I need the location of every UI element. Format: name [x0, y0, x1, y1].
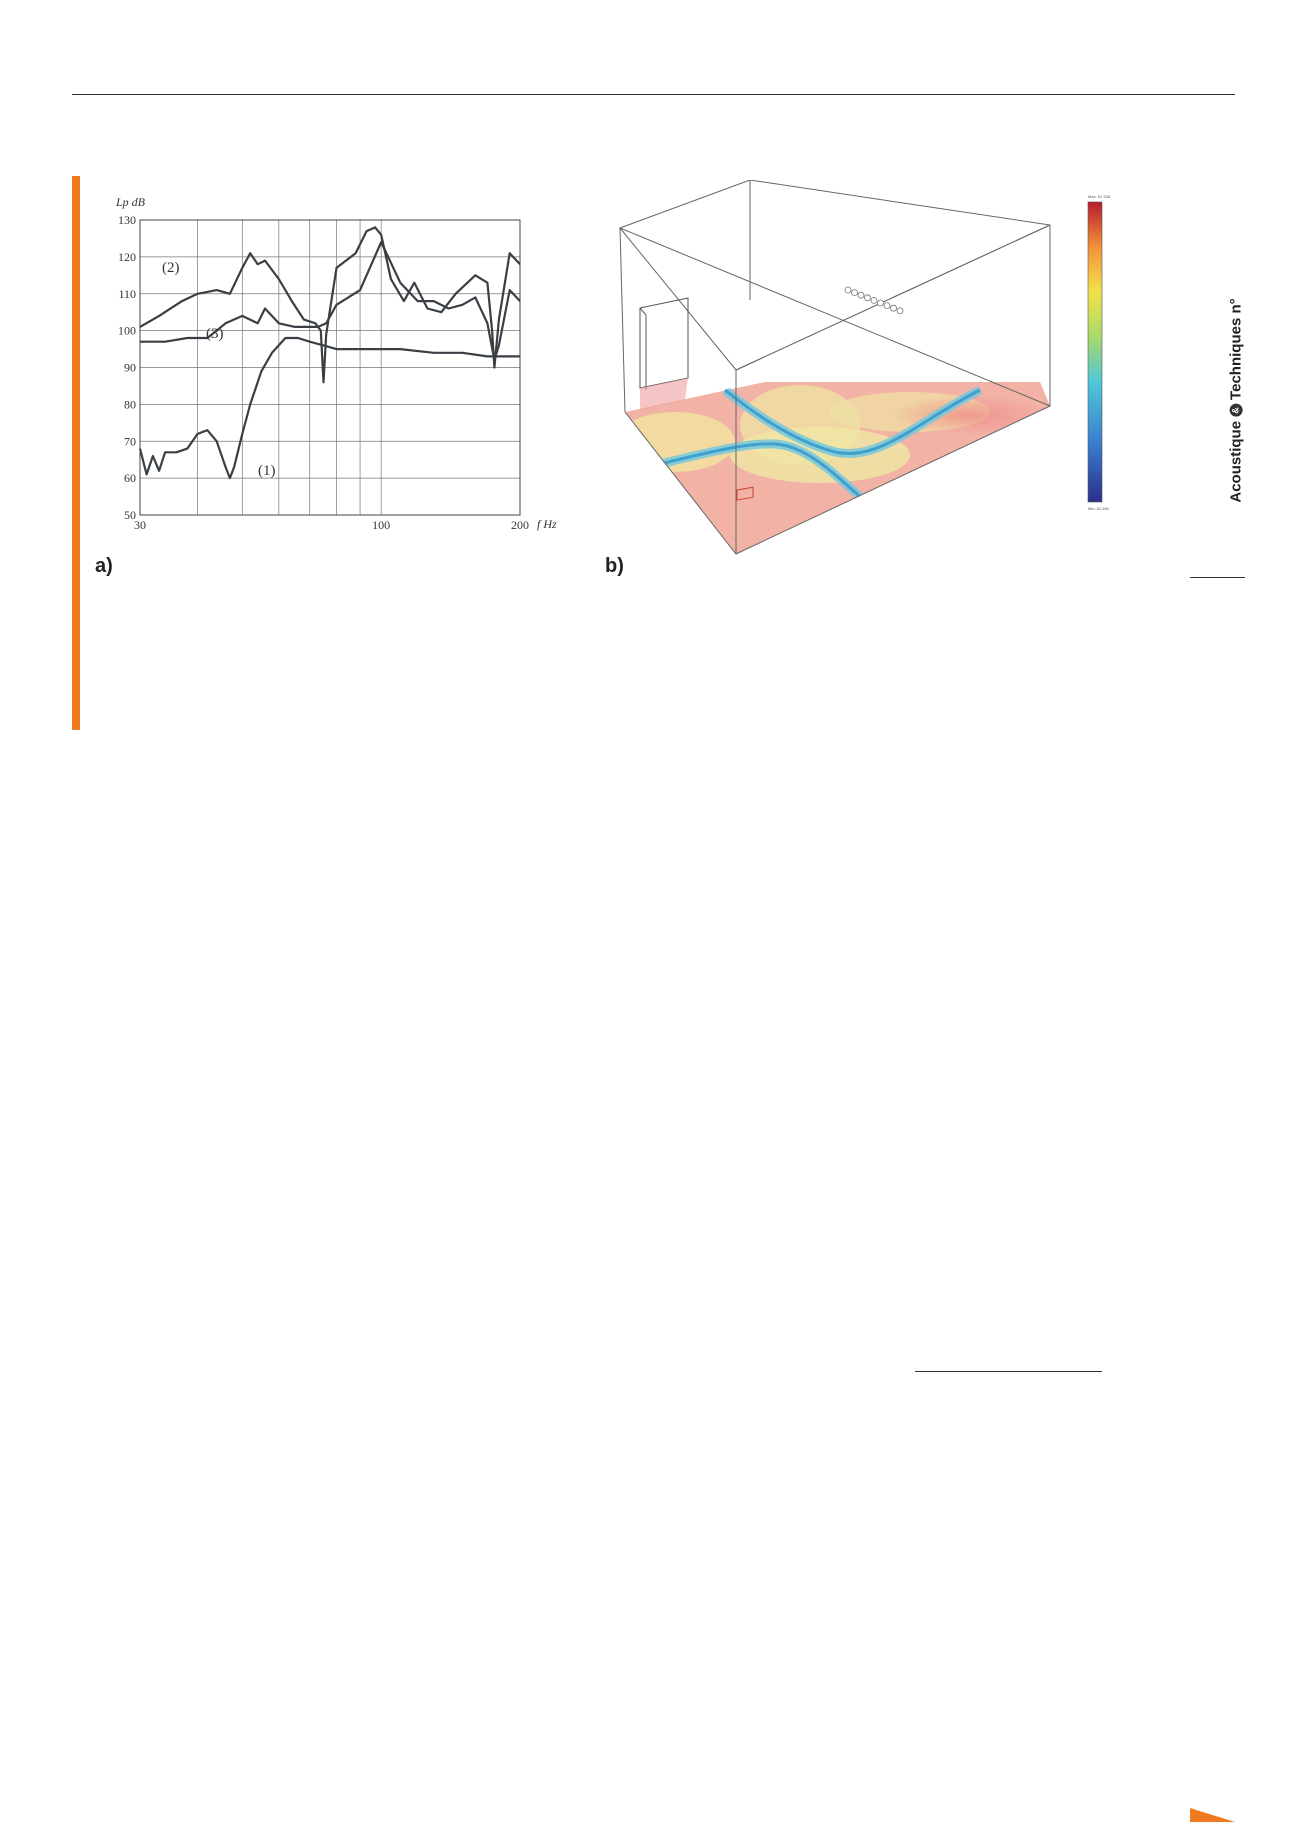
microphone	[865, 295, 871, 301]
header-rule	[72, 94, 1235, 95]
figure-accent-bar	[72, 176, 80, 730]
curve-label-3: (3)	[206, 326, 224, 342]
loudspeaker-cabinet	[640, 298, 688, 410]
chart-grid	[140, 220, 520, 515]
page-turn-arrow-icon	[1190, 1808, 1235, 1822]
side-rule	[1190, 577, 1245, 578]
curve-label-2: (2)	[162, 260, 180, 276]
microphone	[845, 287, 851, 293]
journal-name-part2: Techniques n°	[1227, 297, 1245, 400]
y-tick-label: 80	[124, 397, 136, 412]
colorbar-max: Max: 91.338	[1088, 194, 1111, 199]
journal-name-vertical	[1226, 297, 1246, 503]
microphone-array	[845, 287, 903, 314]
panel-a-label: a)	[95, 555, 113, 577]
y-tick-label: 60	[124, 471, 136, 486]
chart-series	[140, 227, 520, 478]
series-line-1	[140, 338, 520, 478]
y-tick-label: 90	[124, 360, 136, 375]
microphone	[891, 305, 897, 311]
x-tick-label: 200	[511, 518, 529, 532]
y-tick-label: 120	[118, 249, 136, 264]
y-tick-label: 70	[124, 434, 136, 449]
y-tick-label: 100	[118, 323, 136, 338]
microphone	[858, 292, 864, 298]
frequency-response-chart	[90, 190, 570, 550]
journal-name-part1: Acoustique	[1227, 420, 1245, 503]
curve-label-1: (1)	[258, 463, 276, 479]
x-axis-title: f Hz	[537, 517, 557, 531]
microphone	[878, 300, 884, 306]
x-tick-label: 100	[372, 518, 391, 532]
microphone	[871, 297, 877, 303]
microphone	[897, 308, 903, 314]
room-pressure-map	[590, 180, 1130, 560]
y-tick-label: 110	[118, 286, 136, 301]
microphone	[852, 290, 858, 296]
journal-logo-icon: &	[1230, 403, 1243, 416]
colorbar-min: Min: 61.284	[1088, 506, 1109, 511]
x-tick-label: 30	[134, 518, 146, 532]
series-line-3	[140, 242, 520, 360]
colorbar	[1088, 202, 1102, 502]
y-tick-label: 130	[118, 213, 136, 227]
y-axis-title: Lp dB	[116, 195, 146, 209]
panel-b-label: b)	[605, 555, 624, 577]
text-rule	[915, 1371, 1102, 1372]
microphone	[884, 303, 890, 309]
y-tick-label: 50	[124, 508, 136, 522]
